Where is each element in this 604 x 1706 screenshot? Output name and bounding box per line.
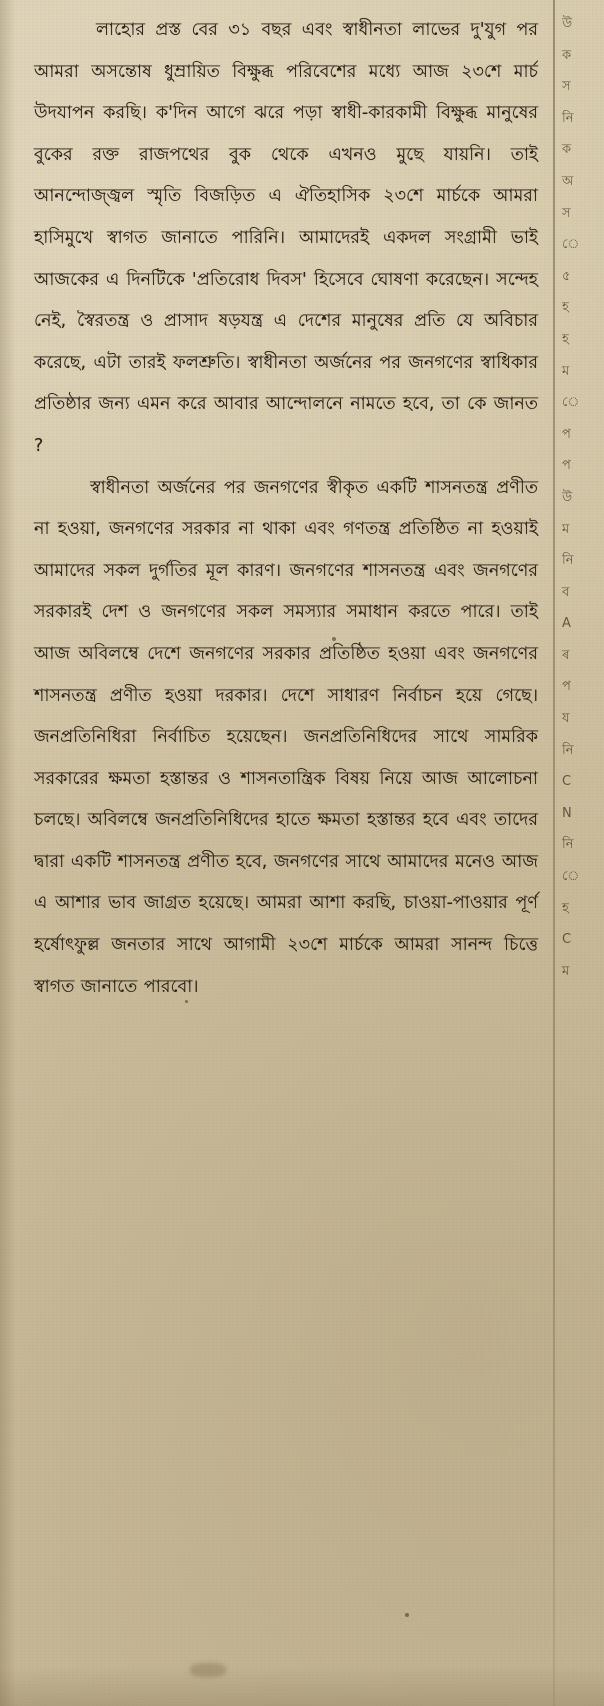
side-fragment: হ: [562, 300, 569, 316]
side-fragment: উ: [562, 16, 573, 31]
side-fragment: উ: [562, 489, 573, 505]
paragraph-2: স্বাধীনতা অর্জনের পর জনগণের স্বীকৃত একটি শাসনতন্ত্র প্রণীত না হওয়া, জনগণের সরকার না থাকা এবং গণতন্ত্র প্রতিষ্ঠিত না হওয়াই আমাদের সকল দুর্গতির মূল কারণ। জনগণের শাসনতন্ত্র এবং জনগণের সরকারই দেশ ও জনগণের সকল সমস্যার সমাধান করতে পারে। তাই আজ অবিলম্বে দেশে জনগণের সরকার প্রতিষ্ঠিত হওয়া এবং জনগণের শাসনতন্ত্র প্রণীত হওয়া দরকার। দেশে সাধারণ নির্বাচন হয়ে গেছে। জনপ্রতিনিধিরা নির্বাচিত হয়েছেন। জনপ্রতিনিধিদের সাথে সামরিক সরকারের ক্ষমতা হস্তান্তর ও শাসনতান্ত্রিক বিষয় নিয়ে আজ আলোচনা চলছে। অবিলম্বে জনপ্রতিনিধিদের হাতে ক্ষমতা হস্তান্তর হবে এবং তাদের দ্বারা একটি শাসনতন্ত্র প্রণীত হবে, জনগণের সাথে আমাদের মনেও আজ এ আশার ভাব জাগ্রত হয়েছে। আমরা আশা করছি, চাওয়া-পাওয়ার পূর্ণ হর্ষোৎফুল্ল জনতার সাথে আগামী ২৩শে মার্চকে আমরা সানন্দ চিত্তে স্বাগত জানাতে পারবো।: [34, 477, 538, 997]
paper-speck: [332, 637, 336, 641]
side-fragment: নি: [562, 553, 574, 569]
side-fragment: নি: [562, 742, 574, 758]
side-fragment: হ: [562, 900, 569, 916]
side-fragment: ম: [562, 363, 570, 379]
side-fragment: ম: [562, 521, 570, 537]
side-fragment: C: [562, 774, 572, 790]
side-fragment: ৫: [562, 268, 571, 284]
side-fragment: স: [562, 79, 571, 95]
side-fragment: ে: [562, 395, 580, 411]
side-fragment: প: [562, 426, 571, 442]
side-fragment: অ: [562, 173, 574, 189]
side-fragment: ে: [562, 237, 580, 253]
column-divider: [553, 0, 555, 1706]
side-fragment: প: [562, 458, 571, 474]
side-fragment: C: [562, 932, 572, 948]
side-fragment: ৰ: [562, 647, 570, 663]
side-fragment: ম: [562, 963, 570, 979]
side-fragment: ক: [562, 142, 572, 158]
side-fragment: নি: [562, 110, 574, 126]
paper-speck: [405, 1613, 409, 1617]
side-text-column: [560, 0, 604, 1706]
paper-speck: [185, 1000, 188, 1003]
side-fragment: N: [562, 805, 572, 821]
side-fragment: নি: [562, 837, 574, 853]
side-fragment: ব: [562, 584, 570, 600]
side-fragment: হ: [562, 331, 569, 347]
paragraph-1: লাহোর প্রস্ত বের ৩১ বছর এবং স্বাধীনতা লাভের দু'যুগ পর আমরা অসন্তোষ ধুম্রায়িত বিক্ষুব্ধ পরিবেশের মধ্যে আজ ২৩শে মার্চ উদযাপন করছি। ক'দিন আগে ঝরে পড়া স্বাধী-কারকামী বিক্ষুব্ধ মানুষের বুকের রক্ত রাজপথের বুক থেকে এখনও মুছে যায়নি। তাই আনন্দোজ্জ্বল স্মৃতি বিজড়িত এ ঐতিহাসিক ২৩শে মার্চকে আমরা হাসিমুখে স্বাগত জানাতে পারিনি। আমাদেরই একদল সংগ্রামী ভাই আজকের এ দিনটিকে 'প্রতিরোধ দিবস' হিসেবে ঘোষণা করেছেন। সন্দেহ নেই, স্বৈরতন্ত্র ও প্রাসাদ ষড়যন্ত্র এ দেশের মানুষের প্রতি যে অবিচার করেছে, এটা তারই ফলশ্রুতি। স্বাধীনতা অর্জনের পর জনগণের স্বাধিকার প্রতিষ্ঠার জন্য এমন করে আবার আন্দোলনে নামতে হবে, তা কে জানত ?: [34, 20, 538, 456]
side-fragment: ে: [562, 869, 580, 885]
side-fragment: য: [562, 711, 570, 727]
paper-smudge: [190, 1663, 226, 1677]
side-fragment: A: [562, 616, 571, 632]
side-fragment: প: [562, 679, 571, 695]
side-fragment: ক: [562, 47, 572, 63]
side-fragment: স: [562, 205, 571, 221]
